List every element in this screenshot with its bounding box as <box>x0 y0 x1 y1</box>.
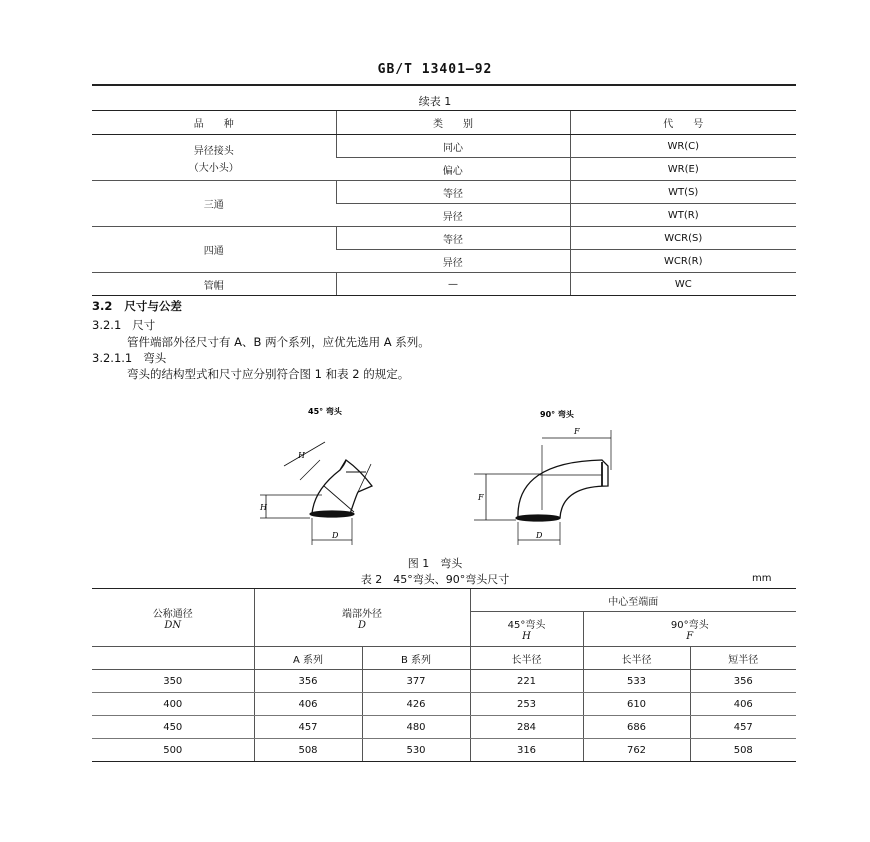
cell-b: 377 <box>362 670 470 693</box>
elbow-45-shape <box>260 442 372 545</box>
table2-col-long-45: 长半径 <box>470 647 583 670</box>
paragraph-elbow: 弯头的结构型式和尺寸应分别符合图 1 和表 2 的规定。 <box>127 367 410 381</box>
dn-symbol: DN <box>164 619 182 631</box>
label-90: 90° 弯头 <box>540 410 574 419</box>
od-symbol: D <box>357 619 367 631</box>
cell-f-long: 686 <box>583 716 690 739</box>
cell-f-long: 533 <box>583 670 690 693</box>
cell-a: 406 <box>254 693 362 716</box>
table1-code: WCR(S) <box>570 227 796 250</box>
table2-col-90 <box>583 612 796 647</box>
header-rule <box>92 84 796 86</box>
cell-b: 480 <box>362 716 470 739</box>
table1-type: 等径 <box>336 181 570 204</box>
table-row <box>92 716 796 739</box>
cell-f-long: 610 <box>583 693 690 716</box>
dim-h-left: H <box>260 503 267 512</box>
section-3-2-1-1 <box>92 350 166 366</box>
table1-group-name: 三通 <box>92 181 336 227</box>
table2-col-short-90: 短半径 <box>690 647 796 670</box>
table1-code: WR(C) <box>570 135 796 158</box>
table2 <box>92 588 796 762</box>
section-number: 3.2.1 <box>92 318 122 332</box>
group-sublabel: （大小头） <box>188 162 239 174</box>
table1-code: WC <box>570 273 796 296</box>
table1-type: 偏心 <box>336 158 570 181</box>
table1-caption: 续表 1 <box>418 95 452 108</box>
table1-type: 等径 <box>336 227 570 250</box>
cell-f-short: 356 <box>690 670 796 693</box>
cell-a: 457 <box>254 716 362 739</box>
cell-h: 316 <box>470 739 583 762</box>
h45-symbol: H <box>522 631 531 642</box>
table2-empty <box>92 647 254 670</box>
table2-col-a: A 系列 <box>254 647 362 670</box>
table2-col-od <box>254 589 470 647</box>
table-row <box>92 181 796 204</box>
table1-header-row <box>92 111 796 135</box>
cell-a: 508 <box>254 739 362 762</box>
unit-label: mm <box>752 573 772 584</box>
standard-number: GB/T 13401—92 <box>377 62 493 77</box>
section-title: 尺寸 <box>132 318 156 332</box>
table1-col-code: 代 号 <box>570 111 796 135</box>
cell-f-short: 457 <box>690 716 796 739</box>
table1-code: WR(E) <box>570 158 796 181</box>
section-number: 3.2 <box>92 299 113 313</box>
table-row <box>92 739 796 762</box>
table-row <box>92 670 796 693</box>
cell-h: 253 <box>470 693 583 716</box>
table1-type: 异径 <box>336 250 570 273</box>
cell-f-short: 508 <box>690 739 796 762</box>
cell-dn: 500 <box>92 739 254 762</box>
table2-col-45 <box>470 612 583 647</box>
dn-label: 公称通径 <box>152 608 193 620</box>
table2-col-b: B 系列 <box>362 647 470 670</box>
table1 <box>92 110 796 296</box>
table-row <box>92 227 796 250</box>
dim-h-diag: H <box>298 451 305 460</box>
table1-col-variety: 品 种 <box>92 111 336 135</box>
cell-f-short: 406 <box>690 693 796 716</box>
section-title: 尺寸与公差 <box>124 299 182 313</box>
table1-type: — <box>336 273 570 296</box>
table2-header-row-3 <box>92 647 796 670</box>
table1-code: WCR(R) <box>570 250 796 273</box>
cell-dn: 350 <box>92 670 254 693</box>
section-number: 3.2.1.1 <box>92 351 133 365</box>
table2-col-dn <box>92 589 254 647</box>
cell-h: 221 <box>470 670 583 693</box>
elbow-90-shape <box>474 430 611 545</box>
table1-code: WT(S) <box>570 181 796 204</box>
table2-caption: 表 2 45°弯头、90°弯头尺寸 <box>360 573 510 586</box>
h90-symbol: F <box>686 631 694 642</box>
h45-label: 45°弯头 <box>507 620 546 631</box>
table1-type: 异径 <box>336 204 570 227</box>
od-label: 端部外径 <box>342 608 382 620</box>
cell-dn: 400 <box>92 693 254 716</box>
paragraph-series: 管件端部外径尺寸有 A、B 两个系列，应优先选用 A 系列。 <box>127 335 430 349</box>
section-3-2-1 <box>92 317 155 333</box>
cell-h: 284 <box>470 716 583 739</box>
table2-header-row-1 <box>92 589 796 612</box>
dim-f-left: F <box>478 493 484 502</box>
section-3-2 <box>92 298 182 314</box>
table-row <box>92 135 796 158</box>
table1-code: WT(R) <box>570 204 796 227</box>
cell-b: 426 <box>362 693 470 716</box>
group-label: 异径接头 <box>193 145 234 157</box>
cell-f-long: 762 <box>583 739 690 762</box>
label-45: 45° 弯头 <box>308 407 342 416</box>
table1-group-name: 管帽 <box>92 273 336 296</box>
table-row <box>92 273 796 296</box>
table-row <box>92 693 796 716</box>
figure-elbows <box>240 400 640 550</box>
table2-col-center: 中心至端面 <box>470 589 796 612</box>
figure-caption: 图 1 弯头 <box>407 557 463 570</box>
section-title: 弯头 <box>143 351 167 365</box>
cell-a: 356 <box>254 670 362 693</box>
h90-label: 90°弯头 <box>670 620 709 631</box>
table1-col-category: 类 别 <box>336 111 570 135</box>
cell-dn: 450 <box>92 716 254 739</box>
table1-group-name <box>92 135 336 181</box>
table1-group-name: 四通 <box>92 227 336 273</box>
table2-col-long-90: 长半径 <box>583 647 690 670</box>
table1-type: 同心 <box>336 135 570 158</box>
dim-f-top: F <box>574 427 580 436</box>
cell-b: 530 <box>362 739 470 762</box>
dim-d-90: D <box>536 531 543 540</box>
dim-d-45: D <box>332 531 339 540</box>
